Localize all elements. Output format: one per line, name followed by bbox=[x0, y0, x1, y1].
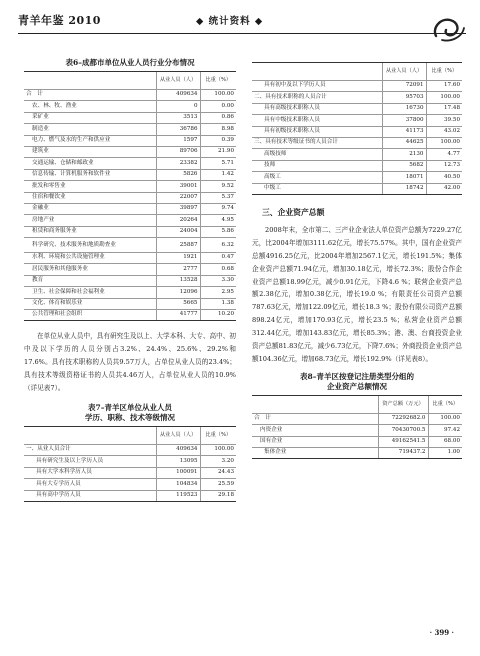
table6 bbox=[24, 71, 236, 321]
table-row bbox=[252, 126, 462, 137]
row-value: 37800 bbox=[382, 115, 426, 126]
row-share: 100.00 bbox=[426, 137, 462, 148]
row-share: 1.42 bbox=[200, 169, 236, 180]
row-label: 教育 bbox=[24, 275, 156, 286]
row-share: 1.38 bbox=[200, 298, 236, 309]
row-share: 0.86 bbox=[200, 112, 236, 123]
row-value: 2130 bbox=[382, 149, 426, 160]
row-share: 2.95 bbox=[200, 287, 236, 298]
row-label: 采矿业 bbox=[24, 112, 156, 123]
row-label: 具有高级技术职称人员 bbox=[252, 103, 382, 114]
row-share: 9.74 bbox=[200, 203, 236, 214]
row-share: 4.77 bbox=[426, 149, 462, 160]
row-share: 42.00 bbox=[426, 183, 462, 194]
table6-header-row bbox=[24, 72, 236, 90]
row-value: 24004 bbox=[156, 226, 200, 237]
table-row bbox=[252, 81, 462, 92]
row-label: 具有大学本科学历人员 bbox=[24, 467, 156, 478]
table8-header-blank bbox=[252, 395, 378, 413]
row-value: 22007 bbox=[156, 192, 200, 203]
row-value: 18071 bbox=[382, 172, 426, 183]
table-row bbox=[24, 146, 236, 157]
row-value: 23382 bbox=[156, 158, 200, 169]
right-column bbox=[252, 62, 462, 459]
page-number: · 399 · bbox=[429, 628, 454, 637]
row-value: 25887 bbox=[156, 238, 200, 253]
table8-header-col2: 比重（%） bbox=[428, 395, 462, 413]
row-label: 信息传输、计算机服务和软件业 bbox=[24, 169, 156, 180]
row-label: 具有中级技术职称人员 bbox=[252, 115, 382, 126]
row-share: 0.39 bbox=[200, 135, 236, 146]
table-row bbox=[24, 90, 236, 101]
row-value: 95703 bbox=[382, 92, 426, 103]
row-label: 批发和零售业 bbox=[24, 181, 156, 192]
row-share: 97.42 bbox=[428, 425, 462, 436]
table-row bbox=[24, 169, 236, 180]
education-paragraph: 在单位从业人员中，具有研究生及以上、大学本科、大专、高中、初中及以下学历的人员分别占3.2%、24.4%、25.6%、29.2%和17.6%。具有技术职称的人员共9.57万人，占单位从业人员的23.4%；具有技术等级资格证书的人员共4.46万人，占单位从业人员的10.9%（详见表7）。 bbox=[24, 332, 236, 393]
row-share: 3.20 bbox=[200, 456, 236, 467]
row-value: 409634 bbox=[156, 444, 200, 455]
table-row bbox=[252, 183, 462, 194]
table-row bbox=[252, 103, 462, 114]
table7-title-line2: 学历、职称、技术等级情况 bbox=[85, 412, 175, 422]
table-row bbox=[252, 172, 462, 183]
table7-title-line1: 表7–青羊区单位从业人员 bbox=[88, 402, 172, 412]
row-share: 6.32 bbox=[200, 238, 236, 253]
row-label: 合 计 bbox=[252, 413, 378, 424]
row-label: 国有企业 bbox=[252, 436, 378, 447]
row-label: 租赁和商务服务业 bbox=[24, 226, 156, 237]
row-value: 1921 bbox=[156, 253, 200, 264]
row-share: 3.30 bbox=[200, 275, 236, 286]
row-value: 5826 bbox=[156, 169, 200, 180]
table-row bbox=[24, 215, 236, 226]
row-share: 25.59 bbox=[200, 479, 236, 490]
swirl-logo-icon bbox=[430, 14, 466, 44]
row-value: 44625 bbox=[382, 137, 426, 148]
row-share: 5.86 bbox=[200, 226, 236, 237]
row-value: 70430700.5 bbox=[378, 425, 428, 436]
table8-title-line1: 表8–青羊区按登记注册类型分组的 bbox=[300, 371, 414, 381]
section-label: ◆ 统计资料 ◆ bbox=[196, 16, 264, 27]
row-label: 农、林、牧、渔业 bbox=[24, 101, 156, 112]
row-value: 12096 bbox=[156, 287, 200, 298]
row-share: 0.47 bbox=[200, 253, 236, 264]
row-label: 内资企业 bbox=[252, 425, 378, 436]
table-row bbox=[252, 160, 462, 171]
table7c-header-col2: 比重（%） bbox=[426, 63, 462, 81]
row-label: 合 计 bbox=[24, 90, 156, 101]
left-column bbox=[24, 58, 236, 502]
row-share: 21.90 bbox=[200, 146, 236, 157]
row-share: 100.00 bbox=[428, 413, 462, 424]
table8-header-row bbox=[252, 395, 462, 413]
section-heading: 三、企业资产总额 bbox=[262, 207, 325, 217]
row-label: 交通运输、仓储和邮政业 bbox=[24, 158, 156, 169]
table-row bbox=[24, 444, 236, 455]
row-share: 43.02 bbox=[426, 126, 462, 137]
table7c-header-blank bbox=[252, 63, 382, 81]
row-label: 二、具有技术职称的人员合计 bbox=[252, 92, 382, 103]
row-value: 104834 bbox=[156, 479, 200, 490]
table8-header-col1: 资产总额（万元） bbox=[378, 395, 428, 413]
table-row bbox=[24, 192, 236, 203]
row-share: 5.37 bbox=[200, 192, 236, 203]
row-value: 5665 bbox=[156, 298, 200, 309]
table7 bbox=[24, 426, 236, 502]
row-share: 12.73 bbox=[426, 160, 462, 171]
table-row bbox=[24, 287, 236, 298]
table-row bbox=[252, 436, 462, 447]
row-share: 17.60 bbox=[426, 81, 462, 92]
row-share: 10.20 bbox=[200, 310, 236, 321]
header-rule bbox=[18, 33, 466, 34]
row-label: 制造业 bbox=[24, 124, 156, 135]
row-label: 具有初中及以下学历人员 bbox=[252, 81, 382, 92]
table-row bbox=[24, 456, 236, 467]
row-value: 41777 bbox=[156, 310, 200, 321]
row-value: 13095 bbox=[156, 456, 200, 467]
table6-header-blank bbox=[24, 72, 156, 90]
table8-title-line2: 企业资产总额情况 bbox=[327, 381, 387, 391]
table-row bbox=[24, 238, 236, 253]
table-row bbox=[24, 135, 236, 146]
table-row bbox=[252, 137, 462, 148]
table-row bbox=[24, 203, 236, 214]
row-share: 4.95 bbox=[200, 215, 236, 226]
row-value: 3513 bbox=[156, 112, 200, 123]
row-share: 68.00 bbox=[428, 436, 462, 447]
table-row bbox=[24, 490, 236, 501]
row-value: 16730 bbox=[382, 103, 426, 114]
row-share: 39.50 bbox=[426, 115, 462, 126]
table-row bbox=[252, 448, 462, 459]
table-row bbox=[24, 101, 236, 112]
row-label: 三、具有技术等级证书的人员合计 bbox=[252, 137, 382, 148]
table-row bbox=[252, 92, 462, 103]
row-share: 0.00 bbox=[200, 101, 236, 112]
table-row bbox=[24, 181, 236, 192]
row-share: 8.98 bbox=[200, 124, 236, 135]
table-row bbox=[24, 112, 236, 123]
row-label: 公共管理和社会组织 bbox=[24, 310, 156, 321]
row-label: 房地产业 bbox=[24, 215, 156, 226]
row-label: 居民服务和其他服务业 bbox=[24, 264, 156, 275]
table6-header-col1: 从业人员（人） bbox=[156, 72, 200, 90]
row-share: 40.50 bbox=[426, 172, 462, 183]
row-share: 100.00 bbox=[200, 444, 236, 455]
row-label: 高级技师 bbox=[252, 149, 382, 160]
assets-paragraph: 2008年末，全市第二、三产业企业法人单位资产总额为7229.27亿元，比2004年增加3111.62亿元，增长75.57%。其中，国有企业资产总额4916.25亿元，比2004年增加2567.1亿元，增长191.5%；集体企业资产总额71.94亿元，增加30.18亿元，增长72.3%；股份合作企业资产总额18.99亿元，减少0.91亿元，下降4.6 %；联营企业资产总额2.38亿元，增加0.38亿元，增长19.0 %；有限责任公司资产总额787.63亿元，增加122.09亿元，增长18.3 %；股份有限公司资产总额898.24亿元，增加170.93亿元，增长23.5 %；私营企业资产总额312.44亿元，增加143.83亿元，增长85.3%；港、澳、台商投资企业资产总额81.83亿元，减少6.73亿元，下降7.6%；外商投资企业资产总额104.36亿元，增加68.73亿元，增长192.9%（详见表8）。 bbox=[252, 225, 462, 363]
table-row bbox=[24, 124, 236, 135]
table7-continued bbox=[252, 62, 462, 195]
table6-title: 表6–成都市单位从业人员行业分布情况 bbox=[65, 58, 195, 67]
row-value: 719437.2 bbox=[378, 448, 428, 459]
row-label: 中级工 bbox=[252, 183, 382, 194]
row-value: 13528 bbox=[156, 275, 200, 286]
row-label: 卫生、社会保障和社会福利业 bbox=[24, 287, 156, 298]
yearbook-title: 青羊年鉴 2010 bbox=[18, 14, 101, 27]
row-label: 集体企业 bbox=[252, 448, 378, 459]
table-row bbox=[24, 253, 236, 264]
table-row bbox=[24, 275, 236, 286]
row-share: 5.71 bbox=[200, 158, 236, 169]
row-value: 72091 bbox=[382, 81, 426, 92]
table-row bbox=[252, 149, 462, 160]
table7-header-col1: 从业人员（人） bbox=[156, 426, 200, 444]
row-value: 41173 bbox=[382, 126, 426, 137]
table-row bbox=[24, 158, 236, 169]
row-label: 具有研究生及以上学历人员 bbox=[24, 456, 156, 467]
row-value: 49162541.5 bbox=[378, 436, 428, 447]
row-label: 一、从业人员合计 bbox=[24, 444, 156, 455]
table6-header-col2: 比重（%） bbox=[200, 72, 236, 90]
row-label: 金融业 bbox=[24, 203, 156, 214]
table-row bbox=[252, 425, 462, 436]
table7-header-blank bbox=[24, 426, 156, 444]
table-row bbox=[252, 115, 462, 126]
row-value: 20264 bbox=[156, 215, 200, 226]
row-value: 2777 bbox=[156, 264, 200, 275]
row-label: 水利、环境和公共设施管理业 bbox=[24, 253, 156, 264]
row-label: 高级工 bbox=[252, 172, 382, 183]
table7-header-col2: 比重（%） bbox=[200, 426, 236, 444]
table-row bbox=[24, 298, 236, 309]
table-row bbox=[252, 413, 462, 424]
table-row bbox=[24, 467, 236, 478]
row-share: 0.68 bbox=[200, 264, 236, 275]
row-value: 119523 bbox=[156, 490, 200, 501]
row-share: 1.00 bbox=[428, 448, 462, 459]
row-value: 100091 bbox=[156, 467, 200, 478]
row-share: 17.48 bbox=[426, 103, 462, 114]
table-row bbox=[24, 226, 236, 237]
table-row bbox=[24, 479, 236, 490]
row-label: 具有初级技术职称人员 bbox=[252, 126, 382, 137]
row-value: 89706 bbox=[156, 146, 200, 157]
table-row bbox=[24, 264, 236, 275]
table7-header-row bbox=[24, 426, 236, 444]
table7c-header-col1: 从业人员（人） bbox=[382, 63, 426, 81]
row-value: 409634 bbox=[156, 90, 200, 101]
row-value: 5682 bbox=[382, 160, 426, 171]
row-share: 29.18 bbox=[200, 490, 236, 501]
row-share: 100.00 bbox=[200, 90, 236, 101]
row-label: 建筑业 bbox=[24, 146, 156, 157]
row-label: 技师 bbox=[252, 160, 382, 171]
row-label: 住宿和餐饮业 bbox=[24, 192, 156, 203]
row-label: 具有高中学历人员 bbox=[24, 490, 156, 501]
row-label: 科学研究、技术服务和地质勘查业 bbox=[24, 238, 156, 253]
row-share: 100.00 bbox=[426, 92, 462, 103]
row-label: 电力、燃气及水的生产和供应业 bbox=[24, 135, 156, 146]
row-value: 39897 bbox=[156, 203, 200, 214]
row-value: 39001 bbox=[156, 181, 200, 192]
row-value: 72292682.0 bbox=[378, 413, 428, 424]
table8 bbox=[252, 395, 462, 460]
row-share: 9.52 bbox=[200, 181, 236, 192]
table-row bbox=[24, 310, 236, 321]
row-value: 0 bbox=[156, 101, 200, 112]
row-value: 18742 bbox=[382, 183, 426, 194]
row-label: 文化、体育和娱乐业 bbox=[24, 298, 156, 309]
row-value: 36786 bbox=[156, 124, 200, 135]
row-label: 具有大专学历人员 bbox=[24, 479, 156, 490]
row-value: 1597 bbox=[156, 135, 200, 146]
table7c-header-row bbox=[252, 63, 462, 81]
row-share: 24.43 bbox=[200, 467, 236, 478]
